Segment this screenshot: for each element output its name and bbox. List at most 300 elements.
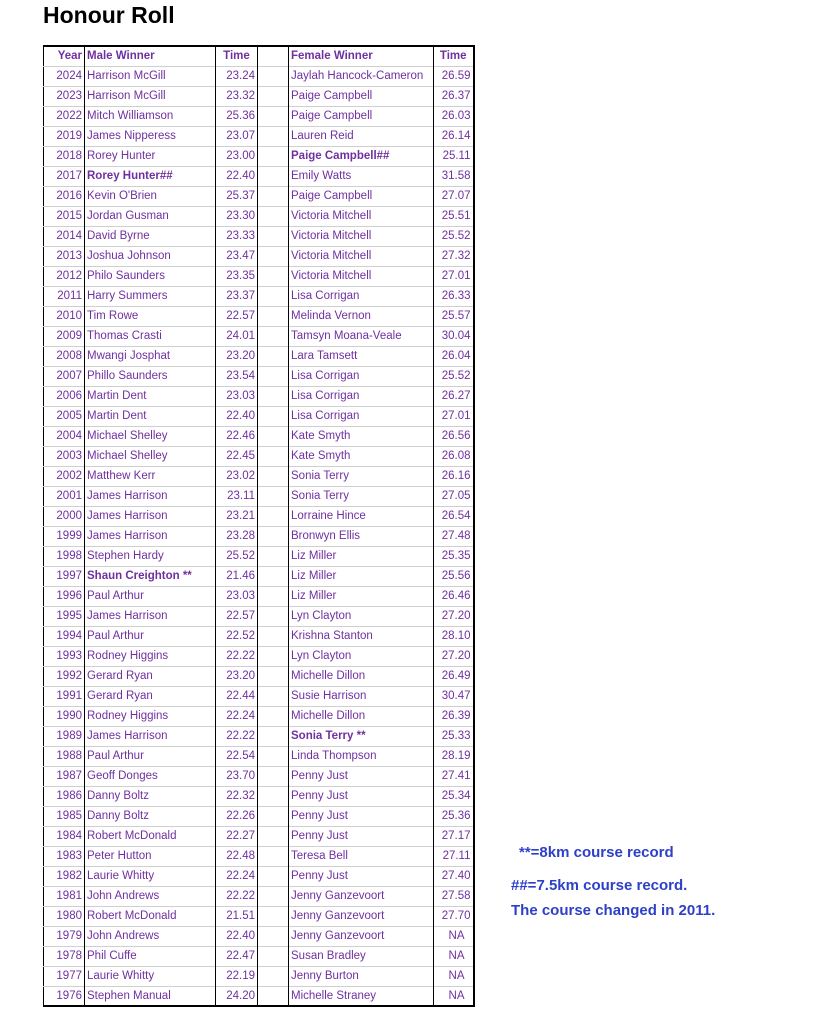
year-cell: 2003 xyxy=(44,446,85,466)
male-time-cell: 25.52 xyxy=(216,546,258,566)
male-time-cell: 23.28 xyxy=(216,526,258,546)
male-time-cell: 24.20 xyxy=(216,986,258,1006)
spacer-cell xyxy=(258,826,289,846)
female-winner-cell: Paige Campbell## xyxy=(289,146,434,166)
table-row xyxy=(44,766,474,786)
table-row xyxy=(44,206,474,226)
female-winner-cell: Liz Miller xyxy=(289,586,434,606)
honour-roll-table xyxy=(43,45,475,1007)
male-time-cell: 22.22 xyxy=(216,646,258,666)
male-time-cell: 23.35 xyxy=(216,266,258,286)
table-row xyxy=(44,546,474,566)
year-cell: 1993 xyxy=(44,646,85,666)
male-time-cell: 21.51 xyxy=(216,906,258,926)
female-winner-cell: Penny Just xyxy=(289,766,434,786)
table-row xyxy=(44,346,474,366)
year-cell: 2004 xyxy=(44,426,85,446)
male-winner-cell: Jordan Gusman xyxy=(85,206,216,226)
female-time-cell: 27.58 xyxy=(434,886,474,906)
female-time-cell: NA xyxy=(434,966,474,986)
spacer-cell xyxy=(258,786,289,806)
year-cell: 1988 xyxy=(44,746,85,766)
female-winner-cell: Bronwyn Ellis xyxy=(289,526,434,546)
female-winner-cell: Kate Smyth xyxy=(289,446,434,466)
female-winner-cell: Krishna Stanton xyxy=(289,626,434,646)
male-time-cell: 22.19 xyxy=(216,966,258,986)
table-row xyxy=(44,886,474,906)
spacer-cell xyxy=(258,226,289,246)
table-row xyxy=(44,466,474,486)
spacer-cell xyxy=(258,986,289,1006)
note-8km-record-text: **=8km course record xyxy=(519,844,674,861)
male-time-cell: 22.44 xyxy=(216,686,258,706)
female-winner-cell: Victoria Mitchell xyxy=(289,226,434,246)
female-winner-cell: Lara Tamsett xyxy=(289,346,434,366)
male-winner-cell: Matthew Kerr xyxy=(85,466,216,486)
male-time-cell: 22.26 xyxy=(216,806,258,826)
female-time-cell: 26.56 xyxy=(434,426,474,446)
male-winner-cell: Philo Saunders xyxy=(85,266,216,286)
spacer-cell xyxy=(258,526,289,546)
spacer-cell xyxy=(258,326,289,346)
table-row xyxy=(44,746,474,766)
female-time-cell: 27.17 xyxy=(434,826,474,846)
female-time-cell: 26.33 xyxy=(434,286,474,306)
female-winner-cell: Lisa Corrigan xyxy=(289,366,434,386)
year-cell: 1978 xyxy=(44,946,85,966)
female-time-cell: NA xyxy=(434,926,474,946)
male-time-cell: 25.36 xyxy=(216,106,258,126)
spacer-cell xyxy=(258,66,289,86)
male-winner-cell: Mwangi Josphat xyxy=(85,346,216,366)
year-cell: 1979 xyxy=(44,926,85,946)
year-cell: 1997 xyxy=(44,566,85,586)
male-time-cell: 22.22 xyxy=(216,886,258,906)
year-cell: 2015 xyxy=(44,206,85,226)
female-winner-cell: Paige Campbell xyxy=(289,86,434,106)
female-winner-cell: Jaylah Hancock-Cameron xyxy=(289,66,434,86)
table-row xyxy=(44,446,474,466)
female-time-cell: 27.01 xyxy=(434,266,474,286)
male-winner-cell: Stephen Hardy xyxy=(85,546,216,566)
female-time-cell: 25.56 xyxy=(434,566,474,586)
female-winner-cell: Victoria Mitchell xyxy=(289,266,434,286)
year-cell: 2024 xyxy=(44,66,85,86)
female-winner-cell: Penny Just xyxy=(289,826,434,846)
male-winner-cell: Paul Arthur xyxy=(85,746,216,766)
male-winner-cell: James Harrison xyxy=(85,486,216,506)
year-cell: 2014 xyxy=(44,226,85,246)
female-time-cell: 26.37 xyxy=(434,86,474,106)
female-time-cell: 26.14 xyxy=(434,126,474,146)
male-time-cell: 23.32 xyxy=(216,86,258,106)
table-row xyxy=(44,326,474,346)
male-winner-cell: Robert McDonald xyxy=(85,906,216,926)
female-winner-cell: Lorraine Hince xyxy=(289,506,434,526)
female-time-cell: 27.11 xyxy=(434,846,474,866)
male-winner-cell: James Harrison xyxy=(85,526,216,546)
male-winner-cell: Harrison McGill xyxy=(85,66,216,86)
table-row xyxy=(44,626,474,646)
spacer-cell xyxy=(258,706,289,726)
table-row xyxy=(44,526,474,546)
table-row xyxy=(44,826,474,846)
male-time-cell: 23.24 xyxy=(216,66,258,86)
male-time-cell: 22.27 xyxy=(216,826,258,846)
male-winner-cell: Danny Boltz xyxy=(85,806,216,826)
female-winner-cell: Kate Smyth xyxy=(289,426,434,446)
spacer-cell xyxy=(258,766,289,786)
female-time-cell: 25.51 xyxy=(434,206,474,226)
table-row xyxy=(44,286,474,306)
year-cell: 2006 xyxy=(44,386,85,406)
female-time-cell: 26.16 xyxy=(434,466,474,486)
female-winner-cell: Victoria Mitchell xyxy=(289,246,434,266)
female-winner-cell: Penny Just xyxy=(289,786,434,806)
spacer-cell xyxy=(258,366,289,386)
year-cell: 1987 xyxy=(44,766,85,786)
table-row xyxy=(44,646,474,666)
spacer-cell xyxy=(258,446,289,466)
female-winner-cell: Sonia Terry ** xyxy=(289,726,434,746)
spacer-cell xyxy=(258,746,289,766)
year-cell: 1977 xyxy=(44,966,85,986)
spacer-cell xyxy=(258,686,289,706)
spacer-cell xyxy=(258,546,289,566)
male-time-cell: 23.03 xyxy=(216,386,258,406)
male-winner-cell: Rodney Higgins xyxy=(85,646,216,666)
male-winner-cell: Harrison McGill xyxy=(85,86,216,106)
table-row xyxy=(44,366,474,386)
male-time-header: Time xyxy=(216,46,258,66)
table-row xyxy=(44,426,474,446)
male-time-cell: 22.47 xyxy=(216,946,258,966)
year-cell: 1989 xyxy=(44,726,85,746)
male-time-cell: 23.20 xyxy=(216,666,258,686)
spacer-cell xyxy=(258,386,289,406)
female-winner-cell: Jenny Ganzevoort xyxy=(289,926,434,946)
table-row xyxy=(44,926,474,946)
female-time-cell: 31.58 xyxy=(434,166,474,186)
female-winner-cell: Jenny Ganzevoort xyxy=(289,886,434,906)
female-winner-cell: Penny Just xyxy=(289,806,434,826)
male-time-cell: 22.45 xyxy=(216,446,258,466)
female-time-cell: 27.41 xyxy=(434,766,474,786)
spacer-cell xyxy=(258,666,289,686)
spacer-cell xyxy=(258,286,289,306)
male-time-cell: 22.54 xyxy=(216,746,258,766)
female-time-cell: 27.40 xyxy=(434,866,474,886)
male-winner-cell: James Harrison xyxy=(85,726,216,746)
table-row xyxy=(44,226,474,246)
male-time-cell: 22.40 xyxy=(216,406,258,426)
male-winner-header: Male Winner xyxy=(85,46,216,66)
female-winner-header: Female Winner xyxy=(289,46,434,66)
table-row xyxy=(44,686,474,706)
male-winner-cell: Harry Summers xyxy=(85,286,216,306)
year-cell: 2016 xyxy=(44,186,85,206)
female-winner-cell: Liz Miller xyxy=(289,546,434,566)
spacer-cell xyxy=(258,646,289,666)
year-cell: 1998 xyxy=(44,546,85,566)
male-winner-cell: Rorey Hunter## xyxy=(85,166,216,186)
year-cell: 1996 xyxy=(44,586,85,606)
spacer-cell xyxy=(258,566,289,586)
year-cell: 2000 xyxy=(44,506,85,526)
female-time-cell: 26.27 xyxy=(434,386,474,406)
female-time-cell: 26.46 xyxy=(434,586,474,606)
year-cell: 2001 xyxy=(44,486,85,506)
year-cell: 1983 xyxy=(44,846,85,866)
female-time-cell: 26.39 xyxy=(434,706,474,726)
table-row xyxy=(44,486,474,506)
table-row xyxy=(44,946,474,966)
female-winner-cell: Teresa Bell xyxy=(289,846,434,866)
spacer-cell xyxy=(258,606,289,626)
female-winner-cell: Michelle Dillon xyxy=(289,666,434,686)
female-time-cell: 25.52 xyxy=(434,366,474,386)
female-time-cell: 30.47 xyxy=(434,686,474,706)
male-time-cell: 23.21 xyxy=(216,506,258,526)
spacer-cell xyxy=(258,806,289,826)
female-time-cell: 27.48 xyxy=(434,526,474,546)
year-cell: 2010 xyxy=(44,306,85,326)
female-time-cell: 26.49 xyxy=(434,666,474,686)
table-row xyxy=(44,706,474,726)
spacer-cell xyxy=(258,306,289,326)
note-8km-record xyxy=(519,840,674,865)
male-winner-cell: Robert McDonald xyxy=(85,826,216,846)
male-time-cell: 25.37 xyxy=(216,186,258,206)
female-winner-cell: Susan Bradley xyxy=(289,946,434,966)
spacer-cell xyxy=(258,926,289,946)
female-winner-cell: Paige Campbell xyxy=(289,186,434,206)
male-time-cell: 22.22 xyxy=(216,726,258,746)
table-row xyxy=(44,986,474,1006)
year-cell: 2008 xyxy=(44,346,85,366)
spacer-cell xyxy=(258,186,289,206)
male-time-cell: 22.32 xyxy=(216,786,258,806)
spacer-cell xyxy=(258,86,289,106)
spacer-cell xyxy=(258,966,289,986)
year-header: Year xyxy=(44,46,85,66)
female-time-cell: 25.35 xyxy=(434,546,474,566)
male-winner-cell: Stephen Manual xyxy=(85,986,216,1006)
male-winner-cell: Thomas Crasti xyxy=(85,326,216,346)
female-winner-cell: Emily Watts xyxy=(289,166,434,186)
table-row xyxy=(44,966,474,986)
male-winner-cell: Paul Arthur xyxy=(85,626,216,646)
female-time-cell: 25.52 xyxy=(434,226,474,246)
note-7-5km-record-text: ##=7.5km course record. xyxy=(511,877,688,894)
year-cell: 1999 xyxy=(44,526,85,546)
female-time-cell: 27.05 xyxy=(434,486,474,506)
year-cell: 1994 xyxy=(44,626,85,646)
year-cell: 2005 xyxy=(44,406,85,426)
year-cell: 2012 xyxy=(44,266,85,286)
male-time-cell: 23.07 xyxy=(216,126,258,146)
male-time-cell: 22.48 xyxy=(216,846,258,866)
table-row xyxy=(44,86,474,106)
spacer-cell xyxy=(258,466,289,486)
male-winner-cell: John Andrews xyxy=(85,886,216,906)
spacer-cell xyxy=(258,126,289,146)
spacer-cell xyxy=(258,506,289,526)
female-winner-cell: Sonia Terry xyxy=(289,486,434,506)
spacer-cell xyxy=(258,206,289,226)
table-row xyxy=(44,506,474,526)
male-time-cell: 24.01 xyxy=(216,326,258,346)
year-cell: 1990 xyxy=(44,706,85,726)
male-time-cell: 22.40 xyxy=(216,166,258,186)
female-winner-cell: Michelle Dillon xyxy=(289,706,434,726)
female-time-cell: 26.59 xyxy=(434,66,474,86)
female-time-cell: 27.20 xyxy=(434,606,474,626)
male-winner-cell: Laurie Whitty xyxy=(85,966,216,986)
table-row xyxy=(44,846,474,866)
table-row xyxy=(44,866,474,886)
female-winner-cell: Paige Campbell xyxy=(289,106,434,126)
year-cell: 2018 xyxy=(44,146,85,166)
year-cell: 1981 xyxy=(44,886,85,906)
table-row xyxy=(44,126,474,146)
male-time-cell: 22.24 xyxy=(216,866,258,886)
female-time-cell: 27.07 xyxy=(434,186,474,206)
male-winner-cell: Peter Hutton xyxy=(85,846,216,866)
male-winner-cell: Joshua Johnson xyxy=(85,246,216,266)
table-row xyxy=(44,146,474,166)
female-time-cell: 30.04 xyxy=(434,326,474,346)
female-winner-cell: Melinda Vernon xyxy=(289,306,434,326)
male-winner-cell: Martin Dent xyxy=(85,386,216,406)
female-winner-cell: Sonia Terry xyxy=(289,466,434,486)
female-winner-cell: Lauren Reid xyxy=(289,126,434,146)
spacer-cell xyxy=(258,866,289,886)
male-winner-cell: Mitch Williamson xyxy=(85,106,216,126)
spacer-cell xyxy=(258,886,289,906)
table-row xyxy=(44,906,474,926)
spacer-cell xyxy=(258,626,289,646)
table-row xyxy=(44,66,474,86)
male-time-cell: 22.24 xyxy=(216,706,258,726)
female-time-cell: 26.08 xyxy=(434,446,474,466)
year-cell: 1976 xyxy=(44,986,85,1006)
table-row xyxy=(44,586,474,606)
honour-roll-body xyxy=(44,66,474,1006)
spacer-header xyxy=(258,46,289,66)
male-winner-cell: Paul Arthur xyxy=(85,586,216,606)
table-row xyxy=(44,166,474,186)
table-row xyxy=(44,186,474,206)
year-cell: 1982 xyxy=(44,866,85,886)
header-row xyxy=(44,46,474,66)
year-cell: 2009 xyxy=(44,326,85,346)
male-winner-cell: Gerard Ryan xyxy=(85,686,216,706)
female-time-cell: NA xyxy=(434,946,474,966)
female-winner-cell: Susie Harrison xyxy=(289,686,434,706)
male-winner-cell: James Harrison xyxy=(85,606,216,626)
male-winner-cell: David Byrne xyxy=(85,226,216,246)
female-winner-cell: Lisa Corrigan xyxy=(289,386,434,406)
spacer-cell xyxy=(258,846,289,866)
male-time-cell: 22.52 xyxy=(216,626,258,646)
female-time-cell: 28.10 xyxy=(434,626,474,646)
table-row xyxy=(44,386,474,406)
male-time-cell: 23.37 xyxy=(216,286,258,306)
male-winner-cell: Michael Shelley xyxy=(85,426,216,446)
table-row xyxy=(44,106,474,126)
male-time-cell: 23.33 xyxy=(216,226,258,246)
table-row xyxy=(44,606,474,626)
female-time-header: Time xyxy=(434,46,474,66)
year-cell: 2002 xyxy=(44,466,85,486)
male-time-cell: 23.30 xyxy=(216,206,258,226)
male-winner-cell: Gerard Ryan xyxy=(85,666,216,686)
male-winner-cell: Phil Cuffe xyxy=(85,946,216,966)
female-time-cell: 25.33 xyxy=(434,726,474,746)
spacer-cell xyxy=(258,426,289,446)
female-time-cell: 26.04 xyxy=(434,346,474,366)
spacer-cell xyxy=(258,406,289,426)
table-row xyxy=(44,666,474,686)
male-winner-cell: James Nipperess xyxy=(85,126,216,146)
table-row xyxy=(44,786,474,806)
page-title: Honour Roll xyxy=(43,2,175,28)
male-winner-cell: Laurie Whitty xyxy=(85,866,216,886)
table-row xyxy=(44,246,474,266)
year-cell: 1991 xyxy=(44,686,85,706)
year-cell: 2011 xyxy=(44,286,85,306)
year-cell: 2022 xyxy=(44,106,85,126)
spacer-cell xyxy=(258,146,289,166)
male-winner-cell: Phillo Saunders xyxy=(85,366,216,386)
male-time-cell: 23.00 xyxy=(216,146,258,166)
male-time-cell: 23.70 xyxy=(216,766,258,786)
male-winner-cell: Tim Rowe xyxy=(85,306,216,326)
female-winner-cell: Linda Thompson xyxy=(289,746,434,766)
male-winner-cell: John Andrews xyxy=(85,926,216,946)
male-time-cell: 22.40 xyxy=(216,926,258,946)
male-winner-cell: Danny Boltz xyxy=(85,786,216,806)
table-row xyxy=(44,406,474,426)
spacer-cell xyxy=(258,906,289,926)
male-time-cell: 23.03 xyxy=(216,586,258,606)
table-row xyxy=(44,806,474,826)
male-time-cell: 23.47 xyxy=(216,246,258,266)
male-winner-cell: Michael Shelley xyxy=(85,446,216,466)
table-row xyxy=(44,306,474,326)
male-winner-cell: Rodney Higgins xyxy=(85,706,216,726)
female-winner-cell: Tamsyn Moana-Veale xyxy=(289,326,434,346)
male-time-cell: 22.46 xyxy=(216,426,258,446)
female-time-cell: 26.03 xyxy=(434,106,474,126)
female-time-cell: 25.11 xyxy=(434,146,474,166)
female-time-cell: NA xyxy=(434,986,474,1006)
spacer-cell xyxy=(258,946,289,966)
year-cell: 1980 xyxy=(44,906,85,926)
female-winner-cell: Michelle Straney xyxy=(289,986,434,1006)
female-time-cell: 27.01 xyxy=(434,406,474,426)
female-time-cell: 28.19 xyxy=(434,746,474,766)
note-course xyxy=(511,873,715,923)
year-cell: 2017 xyxy=(44,166,85,186)
table-row xyxy=(44,726,474,746)
table-row xyxy=(44,566,474,586)
female-winner-cell: Lyn Clayton xyxy=(289,646,434,666)
spacer-cell xyxy=(258,726,289,746)
table-row xyxy=(44,266,474,286)
male-time-cell: 23.11 xyxy=(216,486,258,506)
